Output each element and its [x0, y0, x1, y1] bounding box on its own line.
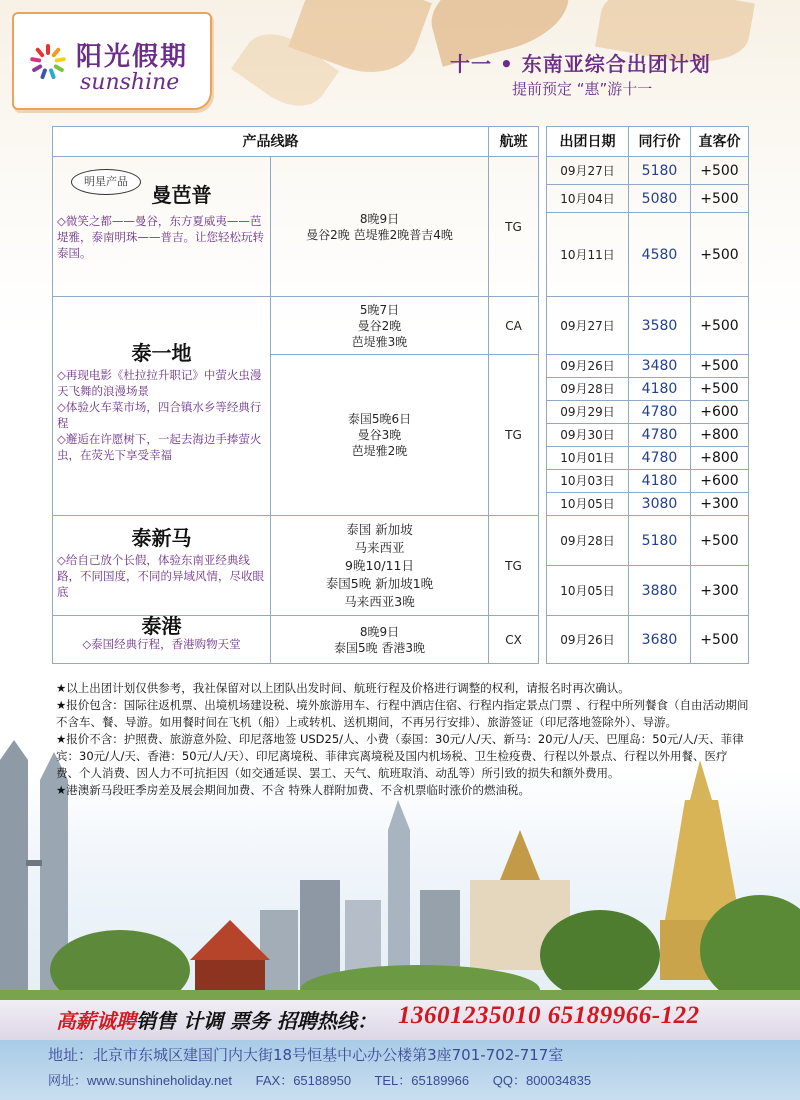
peer-price-cell: 3680: [629, 616, 691, 664]
date-cell: 10月11日: [547, 213, 629, 297]
peer-price-cell: 3880: [629, 566, 691, 616]
direct-price-cell: +500: [691, 157, 749, 185]
product-info-taigang: [53, 616, 271, 664]
column-gap: [539, 157, 547, 297]
route-line: 泰国5晚 香港3晚: [333, 640, 426, 655]
peer-price-cell: 5180: [629, 157, 691, 185]
footer-fax: FAX：65188950: [255, 1073, 352, 1088]
route-line: 5晚7日: [359, 302, 400, 317]
direct-price-cell: +500: [691, 516, 749, 566]
flight-cell: CA: [489, 297, 539, 355]
page-subtitle: 提前预定 “惠”游十一: [512, 80, 653, 98]
column-gap: [539, 616, 547, 664]
route-line: 芭堤雅3晚: [351, 334, 408, 349]
flight-cell: TG: [489, 355, 539, 516]
route-line: 曼谷3晚: [357, 428, 402, 442]
route-line: 泰国 新加坡: [346, 521, 413, 537]
route-cell: [271, 157, 489, 297]
note-line: ★报价不含：护照费、旅游意外险、印尼落地签 USD25/人、小费（泰国：30元/人/天、新马：20元/人/天、巴厘岛：50元/人/天、菲律宾：30元/人/天、香港：50元/人/天）、印尼离境税、菲律宾离境税及国内机场税、卫生检疫费、行程以外景点、行程以外用餐、医疗费、个人消费、因人力不可抗拒因（如交通延误、罢工、天气、航班取消、动乱等）所引致的损失和额外费用。: [56, 732, 744, 780]
direct-price-cell: +800: [691, 447, 749, 470]
direct-price-cell: +800: [691, 424, 749, 447]
route-cell: [271, 297, 489, 355]
header-flight: 航班: [489, 127, 539, 157]
date-cell: 09月29日: [547, 401, 629, 424]
direct-price-cell: +600: [691, 470, 749, 493]
peer-price-cell: 4180: [629, 470, 691, 493]
peer-price-cell: 4180: [629, 378, 691, 401]
recruit-highlight: 高薪诚聘: [56, 1009, 136, 1033]
flight-cell: CX: [489, 616, 539, 664]
date-cell: 09月30日: [547, 424, 629, 447]
product-name: 泰新马: [131, 526, 192, 550]
product-name: 泰港: [141, 614, 182, 638]
peer-price-cell: 4580: [629, 213, 691, 297]
column-gap: [539, 297, 547, 355]
direct-price-cell: +300: [691, 566, 749, 616]
peer-price-cell: 3580: [629, 297, 691, 355]
date-cell: 10月03日: [547, 470, 629, 493]
direct-price-cell: +500: [691, 355, 749, 378]
header-date: 出团日期: [547, 127, 629, 157]
peer-price-cell: 4780: [629, 424, 691, 447]
date-cell: 10月05日: [547, 566, 629, 616]
route-cell: [271, 616, 489, 664]
peer-price-cell: 4780: [629, 447, 691, 470]
footer-contacts: [48, 1070, 611, 1089]
route-line: 芭堤雅2晚: [351, 444, 408, 458]
product-desc-line: ◇再现电影《杜拉拉升职记》中萤火虫漫天飞舞的浪漫场景: [57, 368, 262, 398]
header-route: 产品线路: [53, 127, 489, 157]
direct-price-cell: +500: [691, 213, 749, 297]
note-line: ★港澳新马段旺季房差及展会期间加费、不含 特殊人群附加费、不含机票临时涨价的燃油税。: [56, 783, 530, 797]
product-info-manbapu: [53, 157, 271, 297]
route-line: 9晚10/11日: [345, 557, 414, 573]
date-cell: 09月26日: [547, 355, 629, 378]
star-product-badge: 明星产品: [71, 169, 141, 195]
route-line: 泰国5晚6日: [347, 412, 412, 426]
product-desc-line: ◇体验火车菜市场，四合镇水乡等经典行程: [57, 400, 262, 430]
route-line: 马来西亚: [354, 539, 405, 555]
footer-tel: TEL：65189966: [374, 1073, 470, 1088]
recruit-phones: 13601235010 65189966-122: [398, 1002, 700, 1029]
recruit-text: [56, 1005, 377, 1034]
route-line: 泰国5晚 新加坡1晚: [325, 575, 434, 591]
flight-cell: TG: [489, 157, 539, 297]
table-header-row: [53, 127, 749, 157]
table-row: [53, 616, 749, 664]
product-desc: ◇微笑之都——曼谷，东方夏威夷——芭堤雅，泰南明珠——普吉。让您轻松玩转泰国。: [57, 214, 264, 260]
footer-address: 地址：北京市东城区建国门内大街18号恒基中心办公楼第3座701-702-717室: [48, 1046, 564, 1064]
brand-name-en: sunshine: [80, 70, 180, 95]
date-cell: 10月04日: [547, 185, 629, 213]
table-row: [53, 157, 749, 185]
route-line: 8晚9日: [359, 624, 400, 639]
peer-price-cell: 5180: [629, 516, 691, 566]
peer-price-cell: 5080: [629, 185, 691, 213]
direct-price-cell: +500: [691, 297, 749, 355]
footer-qq: QQ：800034835: [492, 1073, 592, 1088]
page-title: 十一 • 东南亚综合出团计划: [450, 52, 711, 76]
note-line: ★报价包含：国际往返机票、出境机场建设税、境外旅游用车、行程中酒店住宿、行程内指定景点门票 、行程中所列餐食（自由活动期间不含车、餐、导游。如用餐时间在飞机（船）上或转机、送机期间，不再另行安排）、旅游签证（印尼落地签除外）、导游。: [56, 698, 749, 729]
direct-price-cell: +300: [691, 493, 749, 516]
table-row: [53, 516, 749, 566]
recruit-positions: 销售 计调 票务 招聘热线：: [136, 1009, 377, 1033]
product-info-taiyidi: [53, 297, 271, 516]
flight-cell: TG: [489, 516, 539, 616]
direct-price-cell: +600: [691, 401, 749, 424]
route-line: 曼谷2晚: [357, 318, 402, 333]
column-gap: [539, 127, 547, 157]
header-peer-price: 同行价: [629, 127, 691, 157]
direct-price-cell: +500: [691, 616, 749, 664]
brand-name-cn: 阳光假期: [76, 42, 189, 72]
date-cell: 10月01日: [547, 447, 629, 470]
direct-price-cell: +500: [691, 185, 749, 213]
header-direct-price: 直客价: [691, 127, 749, 157]
terms-notes: [56, 680, 750, 799]
product-desc: ◇泰国经典行程，香港购物天堂: [82, 637, 241, 651]
peer-price-cell: 3480: [629, 355, 691, 378]
product-name: 曼芭普: [151, 183, 212, 207]
brand-logo: [12, 12, 212, 110]
product-info-taixinma: [53, 516, 271, 616]
peer-price-cell: 4780: [629, 401, 691, 424]
note-line: ★以上出团计划仅供参考，我社保留对以上团队出发时间、航班行程及价格进行调整的权利，请报名时再次确认。: [56, 681, 630, 695]
route-line: 曼谷2晚 芭堤雅2晚普吉4晚: [306, 227, 453, 242]
date-cell: 09月27日: [547, 297, 629, 355]
product-name: 泰一地: [131, 341, 192, 365]
route-cell: [271, 516, 489, 616]
route-line: 马来西亚3晚: [344, 593, 415, 609]
column-gap: [539, 516, 547, 616]
product-desc: ◇给自己放个长假，体验东南亚经典线路，不同国度，不同的异域风情，尽收眼底: [57, 553, 264, 599]
date-cell: 09月26日: [547, 616, 629, 664]
schedule-table: [52, 126, 748, 664]
product-desc-line: ◇邂逅在许愿树下，一起去海边手捧萤火虫，在荧光下享受幸福: [57, 432, 262, 462]
date-cell: 09月28日: [547, 378, 629, 401]
route-line: 8晚9日: [359, 211, 400, 226]
table-row: [53, 297, 749, 355]
column-gap: [539, 355, 547, 516]
date-cell: 09月28日: [547, 516, 629, 566]
footer-website[interactable]: 网址：www.sunshineholiday.net: [48, 1073, 233, 1088]
peer-price-cell: 3080: [629, 493, 691, 516]
date-cell: 10月05日: [547, 493, 629, 516]
sun-logo-icon: [28, 42, 68, 82]
date-cell: 09月27日: [547, 157, 629, 185]
direct-price-cell: +500: [691, 378, 749, 401]
route-cell: [271, 355, 489, 516]
